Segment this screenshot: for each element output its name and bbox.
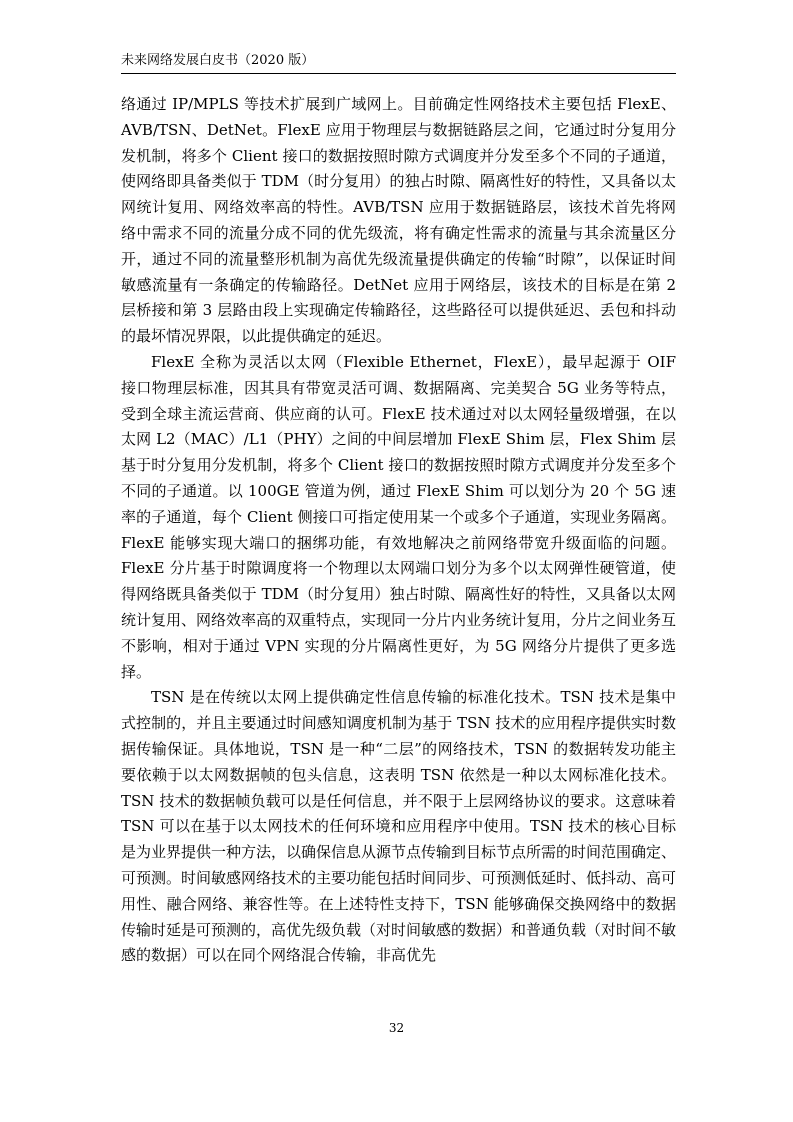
paragraph-flexe: FlexE 全称为灵活以太网（Flexible Ethernet，FlexE），最早起源于 OIF 接口物理层标准，因其具有带宽灵活可调、数据隔离、完美契合 5G 业务等特点，受到全球主流运营商、供应商的认可。FlexE 技术通过对以太网轻量级增强，在以太网 L2（MAC）/L1（PHY）之间的中间层增加 FlexE Shim 层，Flex Shim 层基于时分复用分发机制，将多个 Client 接口的数据按照时隙方式调度并分发至多个不同的子通道。以 100GE 管道为例，通过 FlexE Shim 可以划分为 20 个 5G 速率的子通道，每个 Client 侧接口可指定使用某一个或多个子通道，实现业务隔离。FlexE 能够实现大端口的捆绑功能，有效地解决之前网络带宽升级面临的问题。FlexE 分片基于时隙调度将一个物理以太网端口划分为多个以太网弹性硬管道，使得网络既具备类似于 TDM（时分复用）独占时隙、隔离性好的特性，又具备以太网统计复用、网络效率高的双重特点，实现同一分片内业务统计复用，分片之间业务互不影响，相对于通过 VPN 实现的分片隔离性更好，为 5G 网络分片提供了更多选择。: [121, 352, 677, 681]
page-number: 32: [388, 1021, 405, 1035]
paragraph-tsn: TSN 是在传统以太网上提供确定性信息传输的标准化技术。TSN 技术是集中式控制的，并且主要通过时间感知调度机制为基于 TSN 技术的应用程序提供实时数据传输保证。具体地说，TSN 是一种“二层”的网络技术，TSN 的数据转发功能主要依赖于以太网数据帧的包头信息，这表明 TSN 依然是一种以太网标准化技术。TSN 技术的数据帧负载可以是任何信息，并不限于上层网络协议的要求。这意味着 TSN 可以在基于以太网技术的任何环境和应用程序中使用。TSN 技术的核心目标是为业界提供一种方法，以确保信息从源节点传输到目标节点所需的时间范围确定、可预测。时间敏感网络技术的主要功能包括时间同步、可预测低延时、低抖动、高可用性、融合网络、兼容性等。在上述特性支持下，TSN 能够确保交换网络中的数据传输时延是可预测的，高优先级负载（对时间敏感的数据）和普通负载（对时间不敏感的数据）可以在同个网络混合传输，非高优先: [121, 688, 677, 965]
running-header: [121, 51, 676, 74]
paragraph-continuation: 络通过 IP/MPLS 等技术扩展到广域网上。目前确定性网络技术主要包括 FlexE、AVB/TSN、DetNet。FlexE 应用于物理层与数据链路层之间，它通过时分复用分发机制，将多个 Client 接口的数据按照时隙方式调度并分发至多个不同的子通道，使网络即具备类似于 TDM（时分复用）的独占时隙、隔离性好的特性，又具备以太网统计复用、网络效率高的特性。AVB/TSN 应用于数据链路层，该技术首先将网络中需求不同的流量分成不同的优先级流，将有确定性需求的流量与其余流量区分开，通过不同的流量整形机制为高优先级流量提供确定的传输“时隙”，以保证时间敏感流量有一条确定的传输路径。DetNet 应用于网络层，该技术的目标是在第 2 层桥接和第 3 层路由段上实现确定传输路径，这些路径可以提供延迟、丢包和抖动的最坏情况界限，以此提供确定的延迟。: [121, 95, 676, 346]
body-text: [121, 92, 676, 969]
running-header-title: 未来网络发展白皮书（2020 版）: [121, 53, 315, 68]
